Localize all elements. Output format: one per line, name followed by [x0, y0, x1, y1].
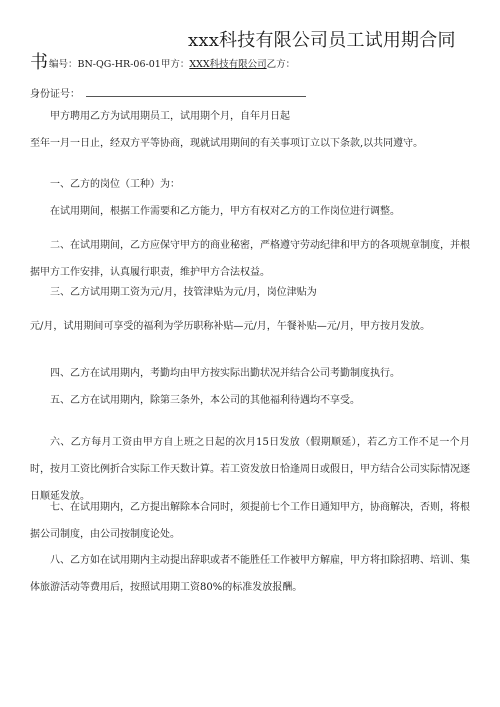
party-a-value: XXX科技有限公司: [189, 59, 267, 70]
document-title: xxx科技有限公司员工试用期合同: [188, 30, 456, 51]
document-title-continuation: 书: [30, 52, 48, 73]
clause-5: 五、乙方在试用期内，除第三条外，本公司的其他福利待遇均不享受。: [50, 395, 360, 406]
intro-line-1: 甲方聘用乙方为试用期员工，试用期个月，自年月日起: [50, 111, 290, 122]
clause-8: 八、乙方如在试用期内主动提出辞职或者不能胜任工作被甲方解雇，甲方将扣除招聘、培训、集体旅游活动等费用后，按照试用期工资80%的标准发放报酬。: [30, 555, 470, 593]
document-meta-line: [49, 59, 295, 71]
party-a-label: 甲方：: [160, 59, 190, 70]
clause-1-heading: 一、乙方的岗位（工种）为：: [50, 179, 180, 190]
clause-3-line-1: 三、乙方试用期工资为元/月，技管津贴为元/月，岗位津贴为: [50, 287, 317, 298]
id-number-label: 身份证号：: [30, 89, 80, 100]
id-number-row: [30, 86, 306, 102]
party-b-label: 乙方：: [266, 59, 296, 70]
clause-3-line-2: 元/月，试用期间可享受的福利为学历职称补贴—元/月，午餐补贴—元/月，甲方按月发放。: [30, 321, 431, 332]
clause-6: 六、乙方每月工资由甲方自上班之日起的次月15日发放（假期顺延），若乙方工作不足一个月时，按月工资比例折合实际工作天数计算。若工资发放日恰逢周日或假日，甲方结合公司实际情况逐日顺延发放。: [30, 437, 470, 502]
clause-4: 四、乙方在试用期内，考勤均由甲方按实际出勤状况并结合公司考勤制度执行。: [50, 368, 400, 379]
clause-2: 二、在试用期间，乙方应保守甲方的商业秘密，严格遵守劳动纪律和甲方的各项规章制度，并根据甲方工作安排，认真履行职责，维护甲方合法权益。: [30, 240, 470, 278]
document-number: 编号：BN-QG-HR-06-01: [49, 59, 161, 70]
clause-7: 七、在试用期内，乙方提出解除本合同时，须提前七个工作日通知甲方，协商解决，否则，将根据公司制度，由公司按制度论处。: [30, 502, 470, 540]
id-number-blank-line: [86, 86, 306, 97]
intro-line-2: 至年一月一日止，经双方平等协商，现就试用期间的有关事项订立以下条款,以共同遵守。: [30, 138, 424, 149]
clause-1-body: 在试用期间，根据工作需要和乙方能力，甲方有权对乙方的工作岗位进行调整。: [50, 206, 400, 217]
